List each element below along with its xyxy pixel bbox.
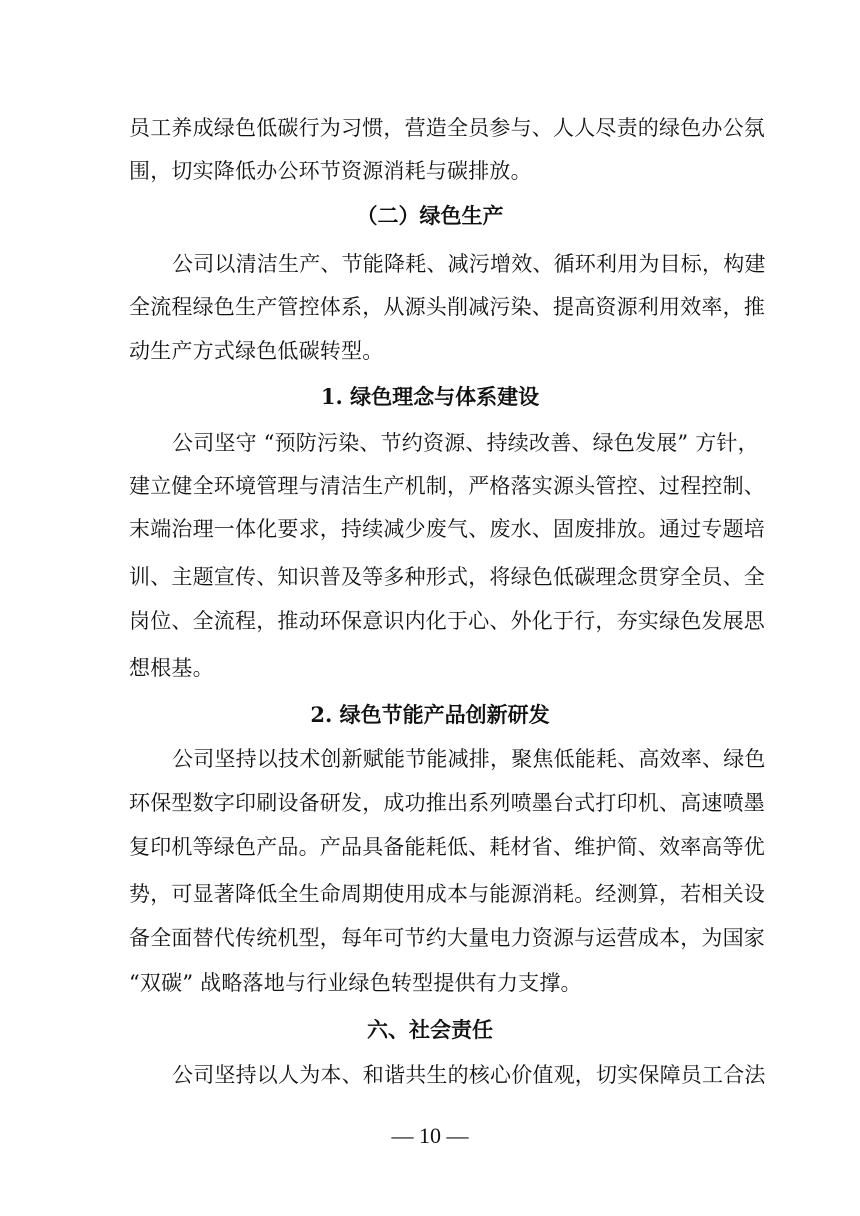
- paragraph-line: 想根基。: [129, 656, 214, 680]
- paragraph-line: 势，可显著降低全生命周期使用成本与能源消耗。经测算，若相关设: [129, 882, 765, 906]
- paragraph-line: 全流程绿色生产管控体系，从源头削减污染、提高资源利用效率，推: [129, 295, 765, 319]
- subsection-heading: 1. 绿色理念与体系建设: [320, 384, 540, 409]
- paragraph-line: 围，切实降低办公环节资源消耗与碳排放。: [129, 159, 532, 183]
- paragraph-line: 环保型数字印刷设备研发，成功推出系列喷墨台式打印机、高速喷墨: [129, 791, 765, 815]
- paragraph-line: 训、主题宣传、知识普及等多种形式，将绿色低碳理念贯穿全员、全: [129, 565, 765, 589]
- paragraph-line: “双碳” 战略落地与行业绿色转型提供有力支撑。: [129, 971, 582, 995]
- paragraph-line: 备全面替代传统机型，每年可节约大量电力资源与运营成本，为国家: [129, 926, 765, 950]
- paragraph-line: 公司坚守 “预防污染、节约资源、持续改善、绿色发展” 方针，: [172, 431, 759, 455]
- section-heading: （二）绿色生产: [356, 203, 504, 228]
- paragraph-line: 复印机等绿色产品。产品具备能耗低、耗材省、维护简、效率高等优: [129, 835, 765, 859]
- subsection-heading: 2. 绿色节能产品创新研发: [310, 702, 550, 727]
- paragraph-line: 建立健全环境管理与清洁生产机制，严格落实源头管控、过程控制、: [129, 474, 765, 498]
- paragraph-line: 员工养成绿色低碳行为习惯，营造全员参与、人人尽责的绿色办公氛: [129, 116, 765, 140]
- paragraph-line: 公司坚持以技术创新赋能节能减排，聚焦低能耗、高效率、绿色: [172, 747, 766, 771]
- paragraph-line: 公司坚持以人为本、和谐共生的核心价值观，切实保障员工合法: [172, 1063, 766, 1087]
- paragraph-line: 岗位、全流程，推动环保意识内化于心、外化于行，夯实绿色发展思: [129, 609, 765, 633]
- page-number: — 10 —: [391, 1123, 469, 1148]
- paragraph-line: 公司以清洁生产、节能降耗、减污增效、循环利用为目标，构建: [172, 252, 766, 276]
- paragraph-line: 动生产方式绿色低碳转型。: [129, 339, 384, 363]
- section-heading: 六、社会责任: [367, 1017, 493, 1042]
- paragraph-line: 末端治理一体化要求，持续减少废气、废水、固废排放。通过专题培: [129, 517, 765, 541]
